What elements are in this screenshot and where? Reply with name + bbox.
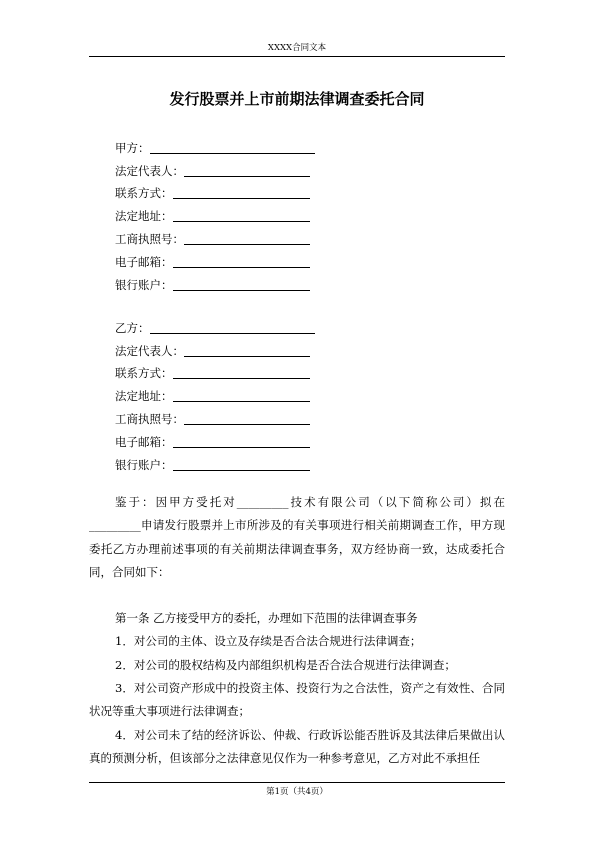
field-label: 电子邮箱： xyxy=(115,434,173,449)
page-header xyxy=(89,42,505,57)
fill-in-blank xyxy=(184,412,310,425)
party-a-license-row xyxy=(115,224,515,247)
fill-in-blank xyxy=(173,458,310,471)
fill-in-blank xyxy=(173,389,310,402)
field-label: 乙方： xyxy=(115,320,150,335)
party-a-block xyxy=(115,133,515,293)
article-1-heading: 第一条 乙方接受甲方的委托，办理如下范围的法律调查事务 xyxy=(115,611,418,626)
article-1-item-4: 4．对公司未了结的经济诉讼、仲裁、行政诉讼能否胜诉及其法律后果做出认真的预测分析，但该部分之法律意见仅作为一种参考意见，乙方对此不承担任 xyxy=(89,727,505,765)
field-label: 联系方式： xyxy=(115,366,173,381)
field-label: 法定地址： xyxy=(115,209,173,224)
contract-body xyxy=(89,491,505,770)
paragraph-spacer xyxy=(89,584,505,607)
field-label: 银行账户： xyxy=(115,457,173,472)
party-a-contact-row xyxy=(115,179,515,202)
article-1-item-1: 1．对公司的主体、设立及存续是否合法合规进行法律调查； xyxy=(115,634,422,649)
fill-in-blank xyxy=(184,164,310,177)
party-b-email-row xyxy=(115,427,515,450)
field-label: 银行账户： xyxy=(115,277,173,292)
party-b-license-row xyxy=(115,404,515,427)
party-a-bank-row xyxy=(115,270,515,293)
intro-paragraph: 鉴于：因甲方受托对_________技术有限公司（以下简称公司）拟在_________申请发行股票并上市所涉及的有关事项进行相关前期调查工作，甲方现委托乙方办理前述事项的有关前期法律调查事务，双方经协商一致，达成委托合同，合同如下： xyxy=(89,495,505,579)
field-label: 甲方： xyxy=(115,140,150,155)
header-text: XXXX合同文本 xyxy=(267,43,327,53)
party-b-address-row xyxy=(115,381,515,404)
party-b-bank-row xyxy=(115,450,515,473)
fill-in-blank xyxy=(150,321,315,334)
party-a-email-row xyxy=(115,247,515,270)
field-label: 法定地址： xyxy=(115,389,173,404)
fill-in-blank xyxy=(173,278,310,291)
party-b-block xyxy=(115,313,515,473)
field-label: 法定代表人： xyxy=(115,343,184,358)
page-footer xyxy=(89,782,505,798)
party-b-contact-row xyxy=(115,359,515,382)
fill-in-blank xyxy=(173,209,310,222)
party-a-representative-row xyxy=(115,156,515,179)
party-a-name-row xyxy=(115,133,515,156)
field-label: 联系方式： xyxy=(115,186,173,201)
field-label: 工商执照号： xyxy=(115,231,184,246)
party-b-name-row xyxy=(115,313,515,336)
fill-in-blank xyxy=(173,186,310,199)
article-1-item-2: 2．对公司的股权结构及内部组织机构是否合法合规进行法律调查； xyxy=(115,657,456,672)
party-b-representative-row xyxy=(115,336,515,359)
fill-in-blank xyxy=(150,141,315,154)
fill-in-blank xyxy=(184,232,310,245)
fill-in-blank xyxy=(173,255,310,268)
fill-in-blank xyxy=(173,435,310,448)
article-1-item-3: 3．对公司资产形成中的投资主体、投资行为之合法性，资产之有效性、合同状况等重大事项进行法律调查； xyxy=(89,681,505,719)
fill-in-blank xyxy=(184,344,310,357)
field-label: 法定代表人： xyxy=(115,163,184,178)
field-label: 工商执照号： xyxy=(115,411,184,426)
fill-in-blank xyxy=(173,366,310,379)
field-label: 电子邮箱： xyxy=(115,254,173,269)
party-a-address-row xyxy=(115,201,515,224)
document-title: 发行股票并上市前期法律调查委托合同 xyxy=(169,90,425,108)
page-number: 第1页（共4页） xyxy=(266,787,328,797)
